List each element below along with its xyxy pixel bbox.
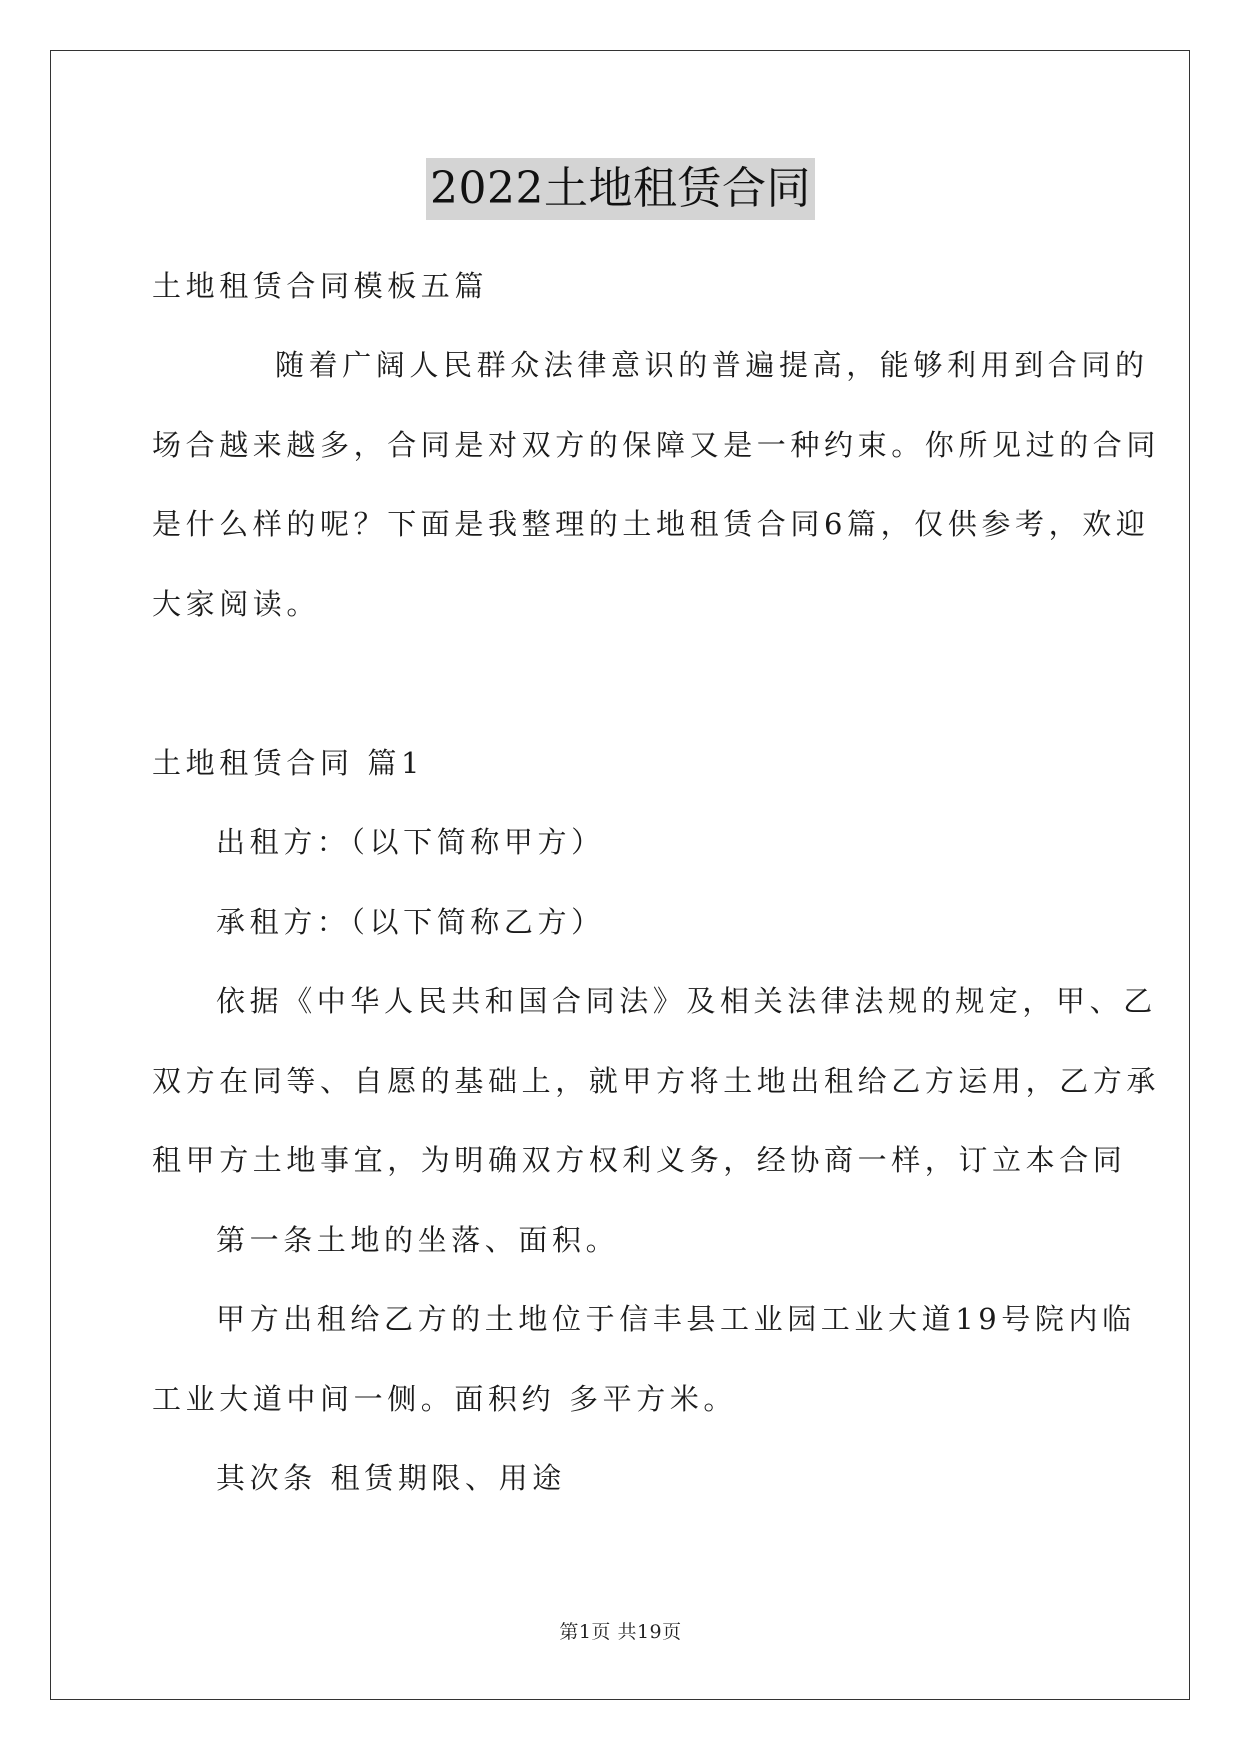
basis-paragraph-line-3: 租甲方土地事宜，为明确双方权利义务，经协商一样，订立本合同 [152,1143,1127,1177]
article-1-line-2: 工业大道中间一侧。面积约 多平方米。 [152,1382,738,1416]
document-title: 2022土地租赁合同 [426,158,815,220]
intro-paragraph-line-2: 场合越来越多，合同是对双方的保障又是一种约束。你所见过的合同 [152,428,1161,462]
section-heading: 土地租赁合同 篇1 [152,746,425,780]
intro-paragraph-line-4: 大家阅读。 [152,587,321,621]
intro-paragraph-line-3: 是什么样的呢？下面是我整理的土地租赁合同6篇，仅供参考，欢迎 [152,507,1150,541]
title-container [0,158,1241,220]
lessee-line: 承租方：（以下简称乙方） [216,905,605,939]
basis-paragraph-line-1: 依据《中华人民共和国合同法》及相关法律法规的规定，甲、乙 [216,984,1157,1018]
basis-paragraph-line-2: 双方在同等、自愿的基础上，就甲方将土地出租给乙方运用，乙方承 [152,1064,1161,1098]
intro-paragraph-line-1: 随着广阔人民群众法律意识的普遍提高，能够利用到合同的 [275,348,1149,382]
article-1-title: 第一条土地的坐落、面积。 [216,1223,620,1257]
article-1-line-1: 甲方出租给乙方的土地位于信丰县工业园工业大道19号院内临 [216,1302,1136,1336]
article-2-title: 其次条 租赁期限、用途 [216,1461,566,1495]
lessor-line: 出租方：（以下简称甲方） [216,825,605,859]
intro-heading: 土地租赁合同模板五篇 [152,269,489,303]
page-footer: 第1页 共19页 [559,1621,682,1643]
